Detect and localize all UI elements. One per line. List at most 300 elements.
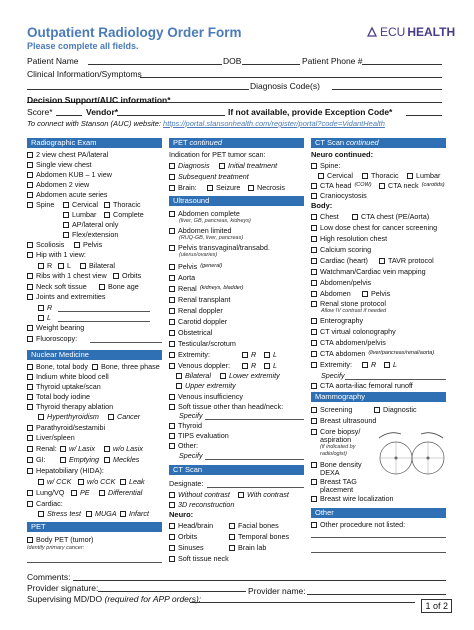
checkbox[interactable] [362,291,368,297]
cb-ct-facial[interactable] [229,521,279,530]
cb-hepatobiliary[interactable] [27,466,104,475]
checkbox[interactable] [248,185,254,191]
checkbox[interactable] [169,545,175,551]
checkbox[interactable] [169,534,175,540]
opt-label: Joints and extremities [36,292,106,301]
checkbox[interactable] [311,225,317,231]
checkbox[interactable] [169,228,175,234]
checkbox[interactable] [264,363,270,369]
cb-ct2-spine[interactable] [311,161,340,170]
cb-flex[interactable] [63,230,118,239]
cb-liver-spleen[interactable] [27,433,75,442]
opt-label: Indication for PET tumor scan: [169,150,266,159]
cb-us-ext-l[interactable] [264,350,277,359]
cb-us-ven-l[interactable] [264,361,277,370]
opt-label: Thyroid [178,421,202,430]
ct2-specify-line[interactable] [345,379,446,380]
cb-cancer[interactable] [108,412,140,421]
checkbox[interactable] [27,273,33,279]
checkbox[interactable] [60,446,66,452]
checkbox[interactable] [311,163,317,169]
breast-diagram-icon[interactable] [376,420,446,480]
checkbox[interactable] [311,418,317,424]
checkbox[interactable] [60,457,66,463]
cb-us-lower[interactable] [220,371,280,380]
opt-label: Without contrast [178,490,230,499]
cb-mammo-wire[interactable] [311,494,394,503]
checkbox[interactable] [27,162,33,168]
cb-ct-head[interactable] [169,521,213,530]
checkbox[interactable] [311,462,317,468]
cb-thoracic[interactable] [104,200,141,209]
checkbox[interactable] [311,214,317,220]
checkbox[interactable] [169,423,175,429]
cb-us-testicular[interactable] [169,339,236,348]
fluoroscopy-line[interactable] [90,342,162,343]
checkbox[interactable] [311,291,317,297]
cb-mammo-diagnostic[interactable] [374,405,417,414]
cb-abd-kub[interactable] [27,170,112,179]
cb-bone-age[interactable] [99,282,139,291]
checkbox[interactable] [169,297,175,303]
checkbox[interactable] [27,394,33,400]
checkbox[interactable] [38,305,44,311]
checkbox[interactable] [104,202,110,208]
checkbox[interactable] [169,394,175,400]
ct-designate-line[interactable] [207,487,304,488]
form-subtitle: Please complete all fields. [27,41,139,51]
cb-differential[interactable] [99,488,142,497]
checkbox[interactable] [264,352,270,358]
checkbox[interactable] [63,222,69,228]
cb-abd-acute[interactable] [27,190,108,199]
checkbox[interactable] [229,534,235,540]
cb-ct-3d[interactable] [169,500,234,509]
cb-us-venous-insuff[interactable] [169,392,243,401]
cb-ct2-watchman[interactable] [311,267,426,276]
cb-pe[interactable] [71,488,90,497]
checkbox[interactable] [407,173,413,179]
checkbox[interactable] [169,443,175,449]
checkbox[interactable] [27,404,33,410]
cb-ct2-enterography[interactable] [311,316,363,325]
cb-ct-temporal[interactable] [229,532,289,541]
checkbox[interactable] [27,468,33,474]
opt-label: Cardiac: [36,499,63,508]
cb-ct2-abd-pelvis[interactable] [311,278,371,287]
cb-us-obstetrical[interactable] [169,328,212,337]
cb-neck-soft[interactable] [27,282,87,291]
cb-weight-bearing[interactable] [27,323,84,332]
cb-ct2-cervical[interactable] [318,171,353,180]
checkbox[interactable] [38,511,44,517]
cb-ct2-chest[interactable] [311,212,339,221]
cb-us-abd-limited[interactable] [169,226,232,235]
cb-emptying[interactable] [60,455,99,464]
checkbox[interactable] [311,407,317,413]
checkbox[interactable] [38,263,44,269]
diagnosis-field[interactable] [332,89,442,90]
cb-hip-r[interactable] [38,261,52,270]
cb-complete[interactable] [104,210,144,219]
dob-field[interactable] [242,64,300,65]
cb-ct2-abdomen[interactable] [311,289,351,298]
checkbox[interactable] [27,384,33,390]
checkbox[interactable] [27,325,33,331]
checkbox[interactable] [27,192,33,198]
checkbox[interactable] [27,202,33,208]
checkbox[interactable] [379,258,385,264]
cb-scoliosis[interactable] [27,240,64,249]
checkbox[interactable] [311,522,317,528]
checkbox[interactable] [63,202,69,208]
checkbox[interactable] [311,258,317,264]
cb-pet-subsequent[interactable] [169,172,249,181]
cb-ct-with[interactable] [238,490,289,499]
checkbox[interactable] [27,252,33,258]
clinical-info-field[interactable] [140,77,442,78]
checkbox[interactable] [311,183,317,189]
checkbox[interactable] [108,414,114,420]
checkbox[interactable] [169,523,175,529]
cb-stress[interactable] [38,509,81,518]
cb-us-renal-doppler[interactable] [169,306,223,315]
cb-us-thyroid[interactable] [169,421,202,430]
checkbox[interactable] [242,352,248,358]
checkbox[interactable] [229,523,235,529]
checkbox[interactable] [92,364,98,370]
cb-ct-orbits[interactable] [169,532,197,541]
cb-ct2-cta-abd-pelvis[interactable] [311,338,386,347]
checkbox[interactable] [220,373,226,379]
cb-us-pelvis-tv[interactable] [169,243,270,252]
cb-gi[interactable] [27,455,46,464]
cb-ct2-thoracic[interactable] [362,171,399,180]
checkbox[interactable] [374,407,380,413]
checkbox[interactable] [27,336,33,342]
checkbox[interactable] [176,373,182,379]
opt-label: Facial bones [238,521,279,530]
checkbox[interactable] [113,273,119,279]
checkbox[interactable] [169,245,175,251]
cb-us-pelvis[interactable] [169,262,222,271]
cb-body-pet[interactable] [27,535,93,544]
checkbox[interactable] [311,340,317,346]
opt-label: Abdomen [320,289,351,298]
cb-total-iodine[interactable] [27,392,90,401]
checkbox[interactable] [38,414,44,420]
cb-single-chest[interactable] [27,160,92,169]
checkbox[interactable] [169,185,175,191]
cb-ct2-cta-abdomen[interactable] [311,349,434,358]
cb-ct2-colonography[interactable] [311,327,396,336]
cb-us-bilateral[interactable] [176,371,211,380]
cb-us-soft-tissue[interactable] [169,402,283,411]
checkbox[interactable] [86,511,92,517]
clinical-info-field-2[interactable] [27,89,249,90]
cb-joints-r[interactable] [38,303,52,312]
cb-parathyroid[interactable] [27,423,105,432]
cb-us-renal[interactable] [169,284,244,293]
checkbox[interactable] [169,211,175,217]
cb-leak[interactable] [120,477,145,486]
checkbox[interactable] [169,363,175,369]
cb-renal[interactable] [27,444,57,453]
cb-us-upper[interactable] [176,381,236,390]
checkbox[interactable] [379,183,385,189]
checkbox[interactable] [99,284,105,290]
joints-l-line[interactable] [58,321,150,322]
cb-joints-l[interactable] [38,313,51,322]
checkbox[interactable] [99,490,105,496]
checkbox[interactable] [311,318,317,324]
cb-cardiac[interactable] [27,499,63,508]
stanson-link[interactable]: https://portal.stansonhealth.com/register/portal?code=VidantHealth [163,119,385,128]
cb-ct2-ext-l[interactable] [384,360,397,369]
cb-lumbar[interactable] [63,210,96,219]
checkbox[interactable] [27,172,33,178]
cb-us-abd-complete[interactable] [169,209,240,218]
checkbox[interactable] [27,152,33,158]
cb-ct2-cta-head[interactable] [311,181,372,190]
vendor-field[interactable] [117,115,225,116]
cb-joints[interactable] [27,292,106,301]
cb-ct-brain-lab[interactable] [229,543,266,552]
cb-orbits[interactable] [113,271,141,280]
checkbox[interactable] [229,545,235,551]
checkbox[interactable] [169,404,175,410]
cb-hip-l[interactable] [58,261,71,270]
cb-ap-lateral[interactable] [63,220,118,229]
checkbox[interactable] [176,383,182,389]
opt-label: Watchman/Cardiac vein mapping [320,267,426,276]
checkbox[interactable] [311,269,317,275]
checkbox[interactable] [78,479,84,485]
other-line-1[interactable] [311,537,446,538]
checkbox[interactable] [27,182,33,188]
cb-ct2-high-res[interactable] [311,234,387,243]
cb-bone-three[interactable] [92,362,160,371]
cb-ct2-calcium[interactable] [311,245,371,254]
opt-label: 2 view chest PA/lateral [36,150,109,159]
cb-2view-chest[interactable] [27,150,108,159]
cb-ct2-cta-chest[interactable] [352,212,429,221]
patient-phone-field[interactable] [362,64,442,65]
opt-note: (COW) [354,182,372,188]
us-other-specify-line[interactable] [205,459,304,460]
us-soft-specify-line[interactable] [205,419,304,420]
checkbox[interactable] [27,374,33,380]
checkbox[interactable] [238,492,244,498]
checkbox[interactable] [27,446,33,452]
checkbox[interactable] [311,236,317,242]
checkbox[interactable] [352,214,358,220]
checkbox[interactable] [27,364,33,370]
opt-label: AP/lateral only [72,220,119,229]
checkbox[interactable] [27,284,33,290]
cb-hip[interactable] [27,250,86,259]
cb-w-cck[interactable] [38,477,71,486]
checkbox[interactable] [311,301,317,307]
checkbox[interactable] [27,490,33,496]
cb-ct2-cardiac[interactable] [311,256,368,265]
supervising-field[interactable] [190,602,415,603]
checkbox[interactable] [120,479,126,485]
cb-infarct[interactable] [120,509,149,518]
joints-r-line[interactable] [58,311,150,312]
checkbox[interactable] [318,173,324,179]
cb-ct-sinuses[interactable] [169,543,204,552]
cb-us-ext-r[interactable] [242,350,256,359]
cb-us-other[interactable] [169,441,198,450]
checkbox[interactable] [311,247,317,253]
checkbox[interactable] [169,308,175,314]
checkbox[interactable] [219,163,225,169]
patient-name-field[interactable] [88,64,222,65]
checkbox[interactable] [27,435,33,441]
identify-cancer-line[interactable] [27,562,162,563]
opt-label: Initial treatment [228,161,278,170]
cb-pet-necrosis[interactable] [248,183,285,192]
checkbox[interactable] [169,341,175,347]
cb-fluoroscopy[interactable] [27,334,77,343]
checkbox[interactable] [104,212,110,218]
cb-pet-brain[interactable] [169,183,197,192]
cb-w-lasix[interactable] [60,444,95,453]
checkbox[interactable] [104,446,110,452]
checkbox[interactable] [27,537,33,543]
cb-spine[interactable] [27,200,54,209]
cb-other-procedure[interactable] [311,520,405,529]
cb-us-aorta[interactable] [169,273,195,282]
checkbox[interactable] [27,457,33,463]
cb-ct2-cta-neck[interactable] [379,181,445,190]
checkbox[interactable] [169,502,175,508]
cb-ct-soft-neck[interactable] [169,554,229,563]
cb-hip-bilateral[interactable] [80,261,115,270]
checkbox[interactable] [169,286,175,292]
checkbox[interactable] [169,330,175,336]
checkbox[interactable] [169,556,175,562]
checkbox[interactable] [362,362,368,368]
checkbox[interactable] [384,362,390,368]
checkbox[interactable] [169,433,175,439]
cb-ct2-pelvis[interactable] [362,289,390,298]
cb-pet-initial[interactable] [219,161,277,170]
cb-us-carotid[interactable] [169,317,227,326]
cb-wo-lasix[interactable] [104,444,143,453]
cb-pelvis[interactable] [74,240,102,249]
checkbox[interactable] [27,294,33,300]
cb-ct-without[interactable] [169,490,230,499]
cb-ribs[interactable] [27,271,107,280]
comments-field[interactable] [73,580,446,581]
opt-label: Specify [321,371,345,380]
provider-sig-field[interactable] [98,591,246,592]
checkbox[interactable] [169,352,175,358]
other-line-2[interactable] [311,552,446,553]
checkbox[interactable] [311,496,317,502]
cb-us-renal-transplant[interactable] [169,295,230,304]
cb-mammo-breast-us[interactable] [311,416,376,425]
cb-pet-diagnosis[interactable] [169,161,210,170]
checkbox[interactable] [311,280,317,286]
cb-ct2-ext-r[interactable] [362,360,376,369]
cb-us-tips[interactable] [169,431,229,440]
checkbox[interactable] [27,501,33,507]
cb-us-ven-r[interactable] [242,361,256,370]
cb-ct2-extremity[interactable] [311,360,352,369]
checkbox[interactable] [74,242,80,248]
opt-label: Chest [320,212,339,221]
cb-cervical[interactable] [63,200,98,209]
checkbox[interactable] [38,479,44,485]
cb-muga[interactable] [86,509,117,518]
cb-indium[interactable] [27,372,109,381]
checkbox[interactable] [27,425,33,431]
checkbox[interactable] [311,351,317,357]
cb-ct2-cta-aorta[interactable] [311,381,413,390]
cb-ct2-tavr[interactable] [379,256,434,265]
checkbox[interactable] [38,315,44,321]
cb-lung-vq[interactable] [27,488,64,497]
exception-field[interactable] [406,115,442,116]
score-field[interactable] [56,115,82,116]
cb-wo-cck[interactable] [78,477,115,486]
opt-label: Specify [179,411,203,420]
checkbox[interactable] [80,263,86,269]
cb-us-extremity[interactable] [169,350,210,359]
checkbox[interactable] [169,264,175,270]
checkbox[interactable] [311,429,317,435]
checkbox[interactable] [169,319,175,325]
cb-mammo-screening[interactable] [311,405,352,414]
checkbox[interactable] [63,232,69,238]
checkbox[interactable] [311,193,317,199]
cb-ct2-cranio[interactable] [311,191,367,200]
cb-ct2-low-dose[interactable] [311,223,437,232]
cb-abd-2view[interactable] [27,180,89,189]
cb-meckles[interactable] [104,455,139,464]
checkbox[interactable] [242,363,248,369]
provider-name-field[interactable] [307,594,446,595]
checkbox[interactable] [120,511,126,517]
checkbox[interactable] [27,242,33,248]
checkbox[interactable] [58,263,64,269]
checkbox[interactable] [311,362,317,368]
cb-thyroid-therapy[interactable] [27,402,113,411]
checkbox[interactable] [311,383,317,389]
cb-hyperthyroid[interactable] [38,412,99,421]
cb-us-venous[interactable] [169,361,230,370]
checkbox[interactable] [169,275,175,281]
cb-bone-total[interactable] [27,362,88,371]
checkbox[interactable] [169,174,175,180]
checkbox[interactable] [71,490,77,496]
cb-pet-seizure[interactable] [207,183,240,192]
checkbox[interactable] [362,173,368,179]
checkbox[interactable] [63,212,69,218]
checkbox[interactable] [169,163,175,169]
checkbox[interactable] [104,457,110,463]
checkbox[interactable] [169,492,175,498]
cb-ct2-renal-stone[interactable] [311,299,386,308]
checkbox[interactable] [311,479,317,485]
cb-ct2-lumbar[interactable] [407,171,440,180]
checkbox[interactable] [311,329,317,335]
checkbox[interactable] [207,185,213,191]
cb-thyroid-uptake[interactable] [27,382,101,391]
